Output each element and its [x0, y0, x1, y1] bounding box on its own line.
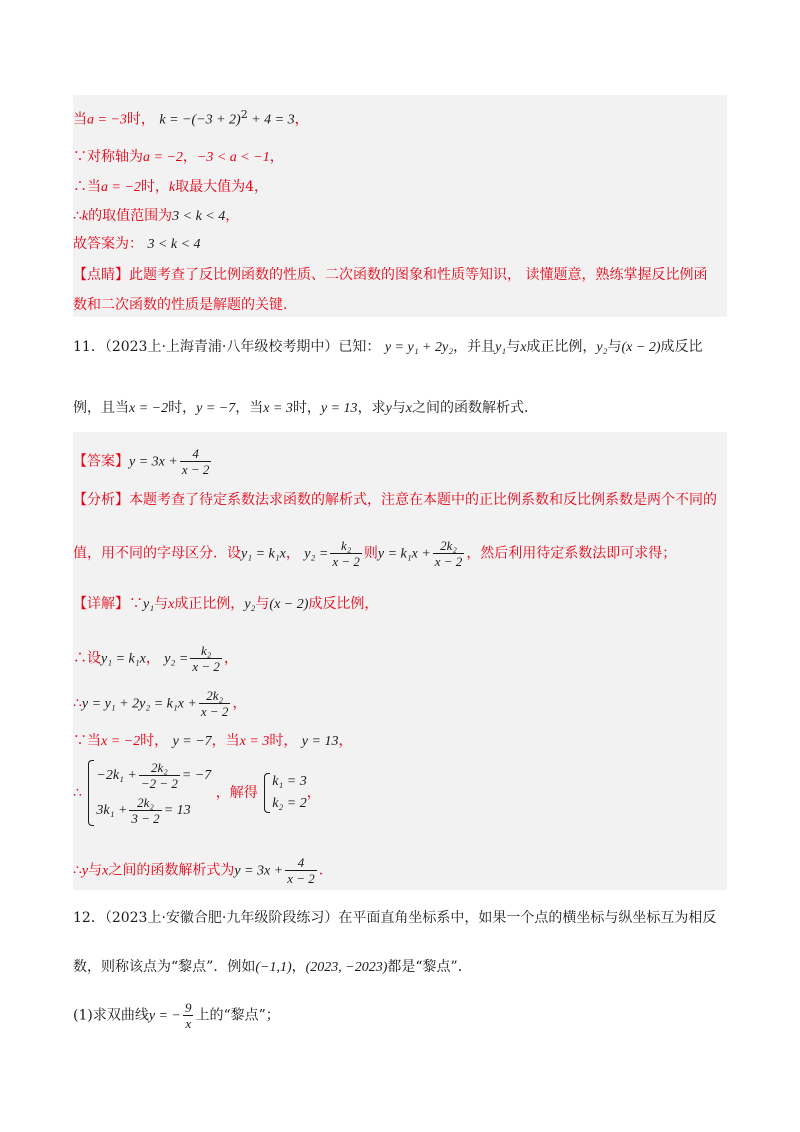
text: 时，	[269, 733, 298, 749]
fraction	[433, 538, 465, 569]
text: 都是“黎点”．	[387, 959, 472, 975]
text: 成反比例，	[308, 596, 379, 612]
final-line	[73, 855, 323, 886]
set-line	[73, 643, 238, 674]
math-expr: = 13	[163, 803, 191, 818]
text: 成正比例，	[174, 596, 245, 612]
text: ，然后利用待定系数法即可求得；	[466, 545, 677, 562]
text: ，	[291, 959, 306, 975]
math-expr: y = −7	[172, 734, 212, 749]
text: 上的“黎点”；	[195, 1007, 280, 1024]
math-expr: y₂ =	[304, 546, 329, 562]
exponent: 2	[240, 108, 248, 121]
comment-line-1: 【点睛】此题考查了反比例函数的性质、二次函数的图象和性质等知识， 读懂题意，熟练掌握反比例函	[73, 267, 708, 283]
solution-system	[262, 771, 307, 815]
denominator: x	[185, 1016, 192, 1031]
text: 与	[154, 596, 169, 612]
denominator: x − 2	[332, 554, 360, 569]
numerator: k₂	[330, 538, 362, 554]
comment-line-2: 数和二次函数的性质是解题的关键.	[73, 297, 288, 313]
text: ∵对称轴为	[73, 149, 143, 165]
math-var: y₁	[495, 340, 507, 355]
equation-system	[86, 758, 211, 828]
text: 成正比例，	[526, 339, 597, 355]
denominator: 3 − 2	[131, 810, 160, 826]
detail-line-1	[73, 594, 378, 615]
fraction	[180, 446, 212, 477]
math-var: k	[168, 180, 176, 195]
text: ，	[232, 695, 247, 712]
text: ，	[269, 149, 284, 165]
text: ，	[285, 545, 300, 562]
math-expr: a = −2	[143, 150, 183, 165]
math-expr: y = k₁x +	[377, 546, 431, 562]
numerator: 2k₂	[129, 795, 161, 811]
math-expr: (2023, −2023)	[305, 960, 388, 975]
denominator: x − 2	[200, 704, 229, 719]
text: 的取值范围为	[88, 208, 173, 224]
sol1-line-5	[73, 234, 201, 255]
system-row-2	[96, 793, 211, 828]
denominator: x − 2	[192, 659, 220, 674]
text: ∴	[73, 208, 82, 224]
math-expr: x = −2	[101, 734, 141, 749]
text: ，	[145, 650, 160, 667]
denominator: x − 2	[434, 554, 463, 569]
text: ，	[182, 149, 197, 165]
math-expr: a = −3	[87, 112, 127, 128]
text: 与	[255, 596, 270, 612]
text: 时，	[140, 733, 169, 749]
math-var: x	[168, 597, 175, 612]
text: 之间的函数解析式为	[108, 862, 235, 879]
math-expr: + 4 = 3	[247, 112, 295, 128]
math-expr: (−1,1)	[255, 960, 292, 975]
text: 数，则称该点为“黎点”．例如	[73, 959, 256, 975]
math-expr: 3 < k < 4	[147, 237, 201, 252]
denominator: −2 − 2	[140, 775, 178, 791]
math-expr: y₂ =	[164, 651, 189, 667]
solution-k2: k₂ = 2	[272, 796, 307, 811]
math-var: y	[385, 401, 392, 416]
denominator: x − 2	[181, 462, 210, 477]
question-number: 11．	[73, 339, 105, 355]
text: ，	[338, 733, 353, 749]
math-var: x	[520, 340, 527, 355]
numerator: 4	[180, 446, 212, 462]
answer-label: 【答案】	[73, 453, 129, 470]
math-expr: x = −2	[129, 401, 169, 416]
numerator: 2k₂	[433, 538, 465, 554]
text: 例，且当	[73, 400, 129, 416]
q11-line-1	[73, 337, 703, 358]
analysis-line-2	[73, 538, 676, 569]
fraction	[330, 538, 362, 569]
math-expr: y₁ = k₁x	[101, 651, 146, 667]
math-expr: = −7	[181, 768, 212, 783]
math-var: y₁	[143, 597, 155, 612]
math-var: y	[81, 863, 89, 879]
text: 则	[363, 545, 378, 562]
math-expr: −3 < a < −1	[196, 150, 270, 165]
math-expr: (x − 2)	[269, 597, 309, 612]
q12-line-1: 12．（2023上·安徽合肥·九年级阶段练习）在平面直角坐标系中，如果一个点的横坐标与纵坐标互为相反	[73, 910, 717, 926]
text: 与	[391, 400, 406, 416]
text: ∴设	[73, 650, 101, 667]
sol1-line-3	[73, 177, 268, 198]
math-expr: 3 < k < 4	[172, 209, 226, 224]
sol1-line-4	[73, 206, 239, 227]
math-var: k	[81, 209, 89, 224]
text: ∵当	[73, 733, 101, 749]
text: ∴	[73, 785, 82, 801]
math-expr: y = y₁ + 2y₂	[384, 340, 454, 355]
math-var: x	[405, 401, 412, 416]
text: 当	[73, 111, 87, 128]
analysis-line-1: 【分析】本题考查了待定系数法求函数的解析式，注意在本题中的正比例系数和反比例系数是两个不同的	[73, 492, 717, 508]
math-expr: y = −	[148, 1008, 181, 1024]
math-expr: y = −7	[196, 401, 236, 416]
text: (1)求双曲线	[73, 1007, 149, 1024]
text: .	[318, 862, 324, 879]
fraction	[285, 855, 317, 886]
numerator: 4	[285, 855, 317, 871]
fraction	[129, 795, 161, 826]
text: ，当	[235, 400, 264, 416]
sol1-line-2	[73, 147, 284, 168]
math-expr: y₁ = k₁x	[241, 546, 286, 562]
text: 取最大值为4，	[175, 179, 269, 195]
text: ，求	[357, 400, 386, 416]
text: 与	[506, 339, 521, 355]
text: 时，	[292, 400, 321, 416]
fraction	[183, 1000, 194, 1031]
solution-k1: k₁ = 3	[272, 774, 307, 789]
sol1-line-1	[73, 105, 309, 131]
text: ∴	[73, 695, 82, 712]
math-var: y₂	[596, 340, 608, 355]
text: 故答案为：	[73, 236, 143, 252]
q12-line-2	[73, 957, 472, 978]
condition-line	[73, 731, 352, 752]
text: 时，	[126, 111, 155, 128]
text: 与	[607, 339, 622, 355]
math-expr: y = 3x +	[234, 863, 284, 879]
answer-line	[73, 446, 213, 477]
math-var: y₂	[244, 597, 256, 612]
numerator: 2k₂	[199, 688, 231, 704]
text: 与	[88, 862, 103, 879]
text: ，解得	[215, 785, 258, 801]
q12-part-1	[73, 1000, 280, 1031]
math-expr: 3k₁ +	[96, 803, 128, 818]
math-expr: k = −(−3 + 2)	[159, 112, 241, 128]
text: ，当	[211, 733, 240, 749]
math-var: x	[102, 863, 109, 879]
text: ，	[225, 208, 240, 224]
text: ，	[294, 111, 309, 128]
math-expr: a = −2	[101, 180, 141, 195]
text: ∴	[73, 862, 82, 879]
denominator: x − 2	[287, 871, 315, 886]
math-expr: x = 3	[239, 734, 270, 749]
math-expr: −2k₁ +	[96, 768, 137, 783]
math-expr: x = 3	[263, 401, 293, 416]
numerator: 9	[184, 1000, 192, 1015]
fraction	[139, 760, 180, 791]
fraction	[199, 688, 231, 719]
math-expr: (x − 2)	[621, 340, 661, 355]
question-source: （2023上·上海青浦·八年级校考期中）已知：	[104, 339, 381, 355]
sum-line	[73, 688, 246, 719]
text: ，	[306, 785, 321, 801]
detail-label: 【详解】∵	[73, 596, 143, 612]
q11-line-2	[73, 398, 538, 419]
fraction	[190, 643, 222, 674]
numerator: k₂	[190, 643, 222, 659]
text: 成反比	[660, 339, 703, 355]
text: ，并且	[453, 339, 496, 355]
text: 时，	[168, 400, 197, 416]
math-expr: y = 13	[301, 734, 339, 749]
numerator: 2k₂	[139, 760, 180, 776]
math-expr: y = 13	[320, 401, 358, 416]
math-expr: y = 3x +	[129, 454, 178, 470]
system-row-1	[96, 758, 211, 793]
math-expr: y = y₁ + 2y₂ = k₁x +	[81, 696, 197, 712]
text: ，	[223, 650, 238, 667]
system-line	[73, 758, 321, 828]
text: 时，	[140, 179, 169, 195]
text: ∴当	[73, 179, 101, 195]
text: 值，用不同的字母区分．设	[73, 545, 241, 562]
text: 之间的函数解析式．	[412, 400, 538, 416]
